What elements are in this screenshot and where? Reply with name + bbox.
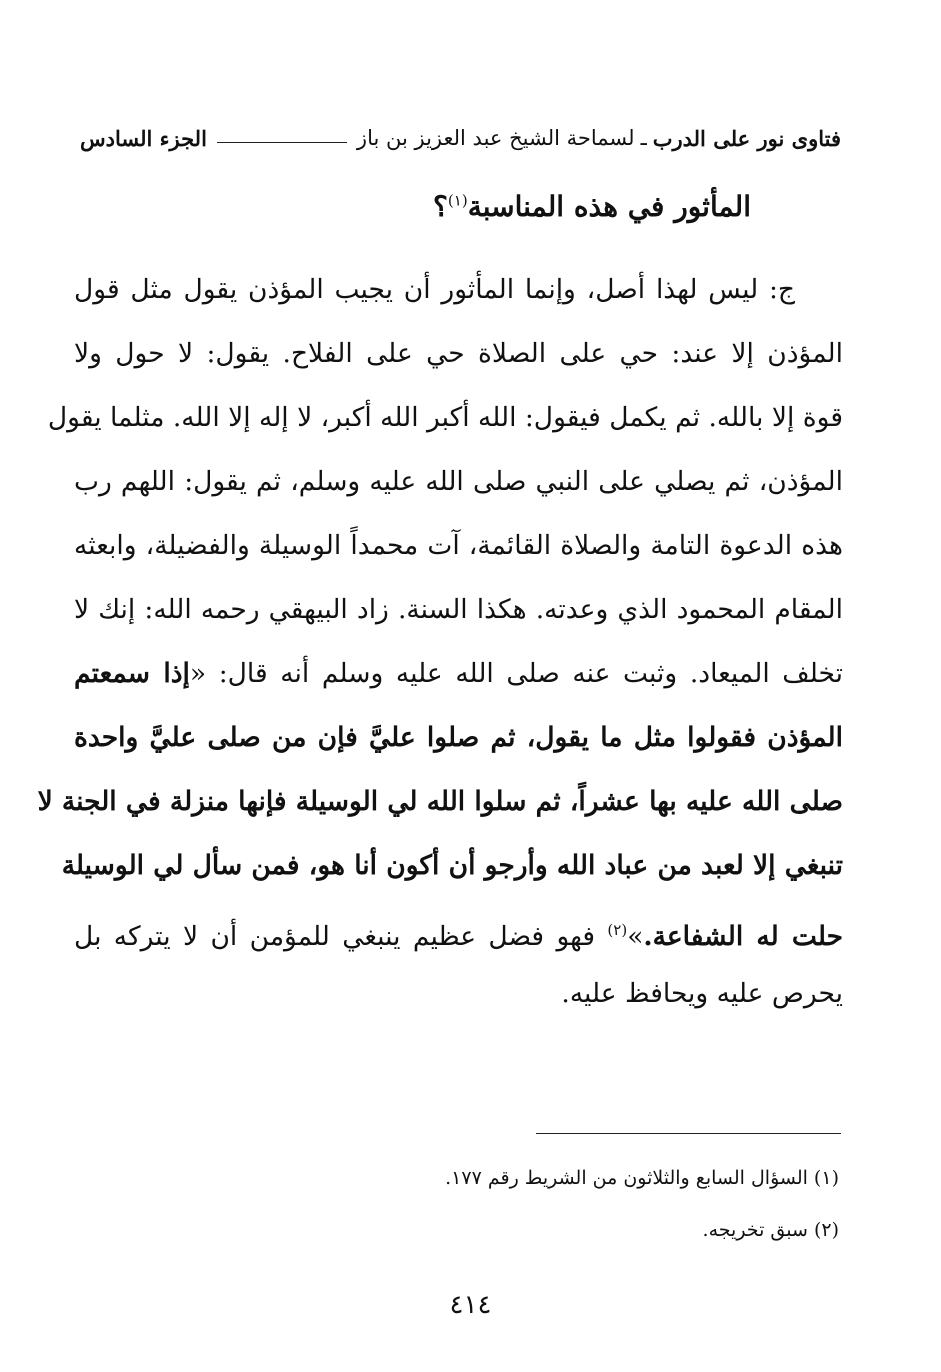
answer-line: هذه الدعوة التامة والصلاة القائمة، آت محمداً الوسيلة والفضيلة، وابعثه (74, 530, 843, 561)
question-mark: ؟ (433, 190, 448, 223)
quote-close: » (627, 920, 644, 952)
answer-line: المقام المحمود الذي وعدته. هكذا السنة. زاد البيهقي رحمه الله: إنك لا (74, 594, 843, 625)
header-rule (217, 142, 347, 143)
footnote-1: (١) السؤال السابع والثلاثون من الشريط رقم ١٧٧. (445, 1167, 839, 1189)
hadith-line: المؤذن فقولوا مثل ما يقول، ثم صلوا عليَّ فإن من صلى عليَّ واحدة (74, 722, 843, 753)
footnote-rule (536, 1133, 841, 1134)
footnote-marker-2: (٢) (607, 921, 628, 939)
footnote-marker-1: (١) (447, 191, 468, 210)
page-number: ٤١٤ (449, 1290, 492, 1320)
answer-line-plain: فهو فضل عظيم ينبغي للمؤمن أن لا يتركه بل (74, 920, 608, 952)
answer-line (74, 898, 843, 962)
hadith-end: حلت له الشفاعة. (643, 920, 843, 952)
answer-line: قوة إلا بالله. ثم يكمل فيقول: الله أكبر الله أكبر، لا إله إلا الله. مثلما يقول (47, 402, 843, 433)
header-title-group (357, 126, 841, 151)
answer-body (37, 258, 843, 1026)
answer-line: ج: ليس لهذا أصل، وإنما المأثور أن يجيب المؤذن يقول مثل قول (74, 274, 795, 305)
answer-line: المؤذن، ثم يصلي على النبي صلى الله عليه وسلم، ثم يقول: اللهم رب (74, 466, 843, 497)
hadith-line: تنبغي إلا لعبد من عباد الله وأرجو أن أكون أنا هو، فمن سأل لي الوسيلة (61, 850, 843, 881)
header-author: لسماحة الشيخ عبد العزيز بن باز (356, 126, 635, 150)
answer-line: يحرص عليه ويحافظ عليه. (561, 978, 843, 1009)
header-book-title: فتاوى نور على الدرب (652, 125, 841, 151)
running-header (80, 118, 841, 158)
header-part: الجزء السادس (80, 125, 207, 151)
answer-line-plain: تخلف الميعاد. وثبت عنه صلى الله عليه وسلم أنه قال: « (189, 658, 843, 689)
answer-line (74, 642, 843, 706)
answer-line: المؤذن إلا عند: حي على الصلاة حي على الفلاح. يقول: لا حول ولا (74, 338, 843, 369)
hadith-start: إذا سمعتم (74, 658, 190, 689)
hadith-line: صلى الله عليه بها عشراً، ثم سلوا الله لي الوسيلة فإنها منزلة في الجنة لا (37, 786, 843, 817)
question-tail (433, 190, 751, 223)
question-text: المأثور في هذه المناسبة (467, 190, 751, 223)
footnote-2: (٢) سبق تخريجه. (702, 1219, 839, 1241)
footnotes (100, 1158, 839, 1262)
header-separator: ـ (640, 126, 647, 150)
